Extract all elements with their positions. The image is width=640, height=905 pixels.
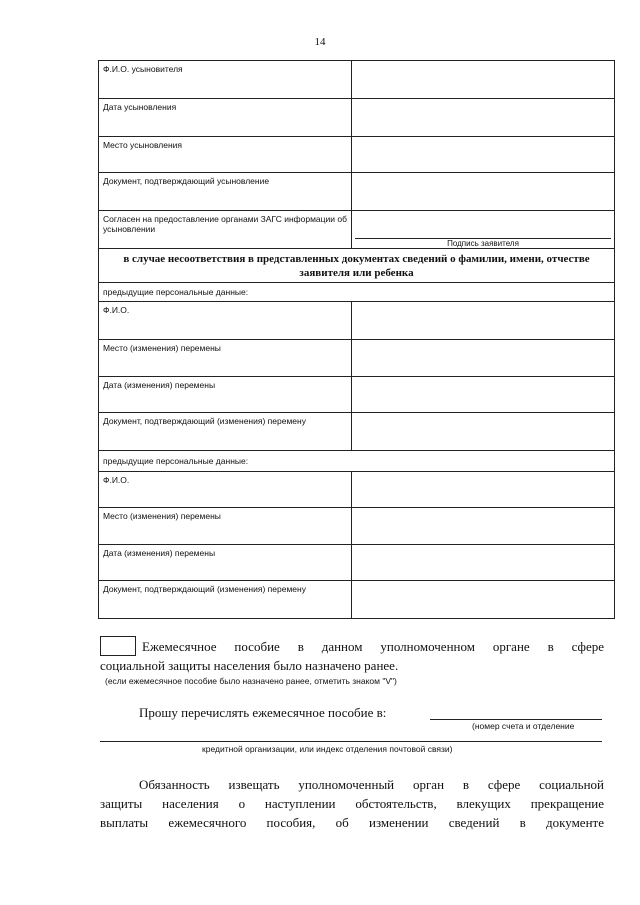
table-row [99, 451, 615, 472]
consent-label: Согласен на предоставление органами ЗАГС информации об усыновлении [99, 211, 352, 249]
table-row [99, 61, 615, 99]
adoption-date-field[interactable] [352, 99, 615, 137]
account-input-line[interactable] [430, 719, 602, 720]
obligation-text-line3: выплаты ежемесячного пособия, об изменении сведений в документе [100, 815, 604, 830]
obligation-text-line2: защиты населения о наступлении обстоятельств, влекущих прекращение [100, 796, 604, 811]
table-row [99, 173, 615, 211]
table-row [99, 137, 615, 173]
mismatch-section-heading: в случае несоответствия в представленных документах сведений о фамилии, имени, отчестве заявителя или ребенка [99, 249, 615, 283]
adoption-date-label: Дата усыновления [99, 99, 352, 137]
table-row [99, 472, 615, 508]
table-row [99, 340, 615, 377]
table-row [99, 581, 615, 619]
table-row [99, 283, 615, 302]
previous-data-title: предыдущие персональные данные: [99, 283, 615, 302]
table-row [99, 377, 615, 413]
change-date-field[interactable] [352, 545, 615, 581]
previous-name-label: Ф.И.О. [99, 472, 352, 508]
prior-benefit-text-line1: Ежемесячное пособие в данном уполномоченном органе в сфере [142, 639, 604, 654]
adoption-document-field[interactable] [352, 173, 615, 211]
change-document-field[interactable] [352, 581, 615, 619]
table-row [99, 99, 615, 137]
page-number: 14 [314, 36, 326, 48]
prior-benefit-note: (если ежемесячное пособие было назначено ранее, отметить знаком "V") [105, 676, 397, 686]
previous-name-label: Ф.И.О. [99, 302, 352, 340]
account-continuation-line[interactable] [100, 741, 602, 742]
prior-benefit-text-line2: социальной защиты населения было назначено ранее. [100, 658, 399, 673]
change-document-label: Документ, подтверждающий (изменения) перемену [99, 413, 352, 451]
change-place-label: Место (изменения) перемены [99, 340, 352, 377]
signature-field[interactable] [352, 211, 615, 249]
account-note-line2: кредитной организации, или индекс отделения почтовой связи) [202, 744, 453, 754]
table-row [99, 545, 615, 581]
table-row [99, 508, 615, 545]
change-place-field[interactable] [352, 508, 615, 545]
change-place-label: Место (изменения) перемены [99, 508, 352, 545]
change-place-field[interactable] [352, 340, 615, 377]
adoption-document-label: Документ, подтверждающий усыновление [99, 173, 352, 211]
signature-caption: Подпись заявителя [447, 239, 519, 248]
previous-name-field[interactable] [352, 472, 615, 508]
prior-benefit-checkbox[interactable] [100, 636, 136, 656]
application-form-table [98, 60, 615, 619]
obligation-text-line1: Обязанность извещать уполномоченный орган в сфере социальной [139, 777, 604, 792]
change-date-field[interactable] [352, 377, 615, 413]
table-row [99, 302, 615, 340]
adopter-name-field[interactable] [352, 61, 615, 99]
change-document-label: Документ, подтверждающий (изменения) перемену [99, 581, 352, 619]
adoption-place-field[interactable] [352, 137, 615, 173]
adoption-place-label: Место усыновления [99, 137, 352, 173]
table-row [99, 413, 615, 451]
change-date-label: Дата (изменения) перемены [99, 545, 352, 581]
transfer-text: Прошу перечислять ежемесячное пособие в: [139, 705, 387, 720]
change-document-field[interactable] [352, 413, 615, 451]
table-row [99, 249, 615, 283]
previous-name-field[interactable] [352, 302, 615, 340]
table-row [99, 211, 615, 249]
adopter-name-label: Ф.И.О. усыновителя [99, 61, 352, 99]
change-date-label: Дата (изменения) перемены [99, 377, 352, 413]
account-note-line1: (номер счета и отделение [472, 721, 575, 731]
previous-data-title: предыдущие персональные данные: [99, 451, 615, 472]
